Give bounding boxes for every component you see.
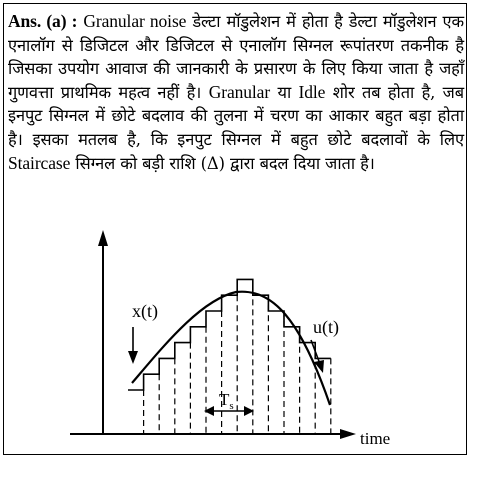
answer-paragraph-2-end: सिग्नल को बड़ी राशि (Δ) द्वारा बदल दिया जाता है। xyxy=(70,153,375,173)
term-staircase: Staircase xyxy=(8,152,71,173)
input-signal-label: x(t) xyxy=(132,301,158,321)
y-axis-arrowhead xyxy=(98,230,108,246)
answer-paragraph-1: डेल्टा मॉडुलेशन में होता है डेल्टा मॉडुलेशन एक एनालॉग से डिजिटल और डिजिटल से एनालॉग सिग्नल रूपांतरण तकनीक है जिसका उपयोग आवाज की जानकारी के प्रसारण के लिए किया जाता है जहाँ गुणवत्ता प्राथमिक महत्व नहीं है। xyxy=(8,12,464,102)
input-signal-curve xyxy=(132,292,330,405)
input-label-arrowhead xyxy=(128,351,138,364)
step-width-label: $T_s$ xyxy=(219,390,234,412)
answer-prefix: Ans. (a) : xyxy=(8,11,78,31)
term-granular-noise: Granular noise xyxy=(83,11,187,31)
output-signal-label: u(t) xyxy=(313,317,339,337)
answer-paragraph-2: शोर तब होता है, जब इनपुट सिग्नल में छोटे बदलाव की तुलना में चरण का आकार बहुत बड़ा होता है। इसका मतलब है, कि इनपुट सिग्नल में बहुत छोटे बदलावों के लिए xyxy=(8,82,464,149)
time-axis-arrowhead xyxy=(340,429,356,439)
term-granular: Granular xyxy=(208,81,271,102)
time-axis-label: time xyxy=(360,429,391,448)
connector-ya: या xyxy=(270,82,299,102)
term-idle: Idle xyxy=(298,81,326,102)
